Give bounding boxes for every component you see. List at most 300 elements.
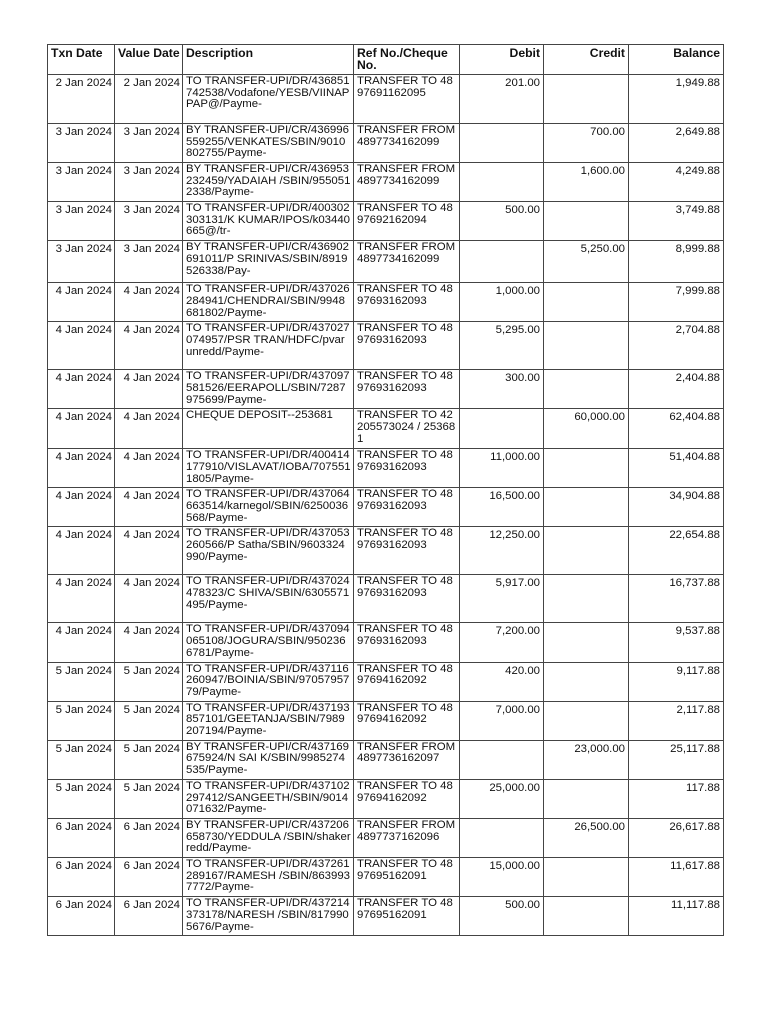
description-text: BY TRANSFER-UPI/CR/437206658730/YEDDULA /SBIN/shakerredd/Payme- [186, 819, 351, 855]
cell-txn-date [48, 662, 115, 701]
cell-balance [629, 322, 724, 370]
cell-credit [544, 740, 629, 779]
cell-balance [629, 74, 724, 123]
cell-balance [629, 779, 724, 818]
balance-text: 3,749.88 [675, 205, 720, 216]
balance-text: 2,704.88 [675, 325, 720, 337]
cell-credit [544, 527, 629, 575]
credit-text: 1,600.00 [580, 165, 625, 177]
cell-txn-date [48, 370, 115, 409]
cell-value-date [115, 283, 183, 322]
cell-balance [629, 623, 724, 662]
cell-description [183, 858, 354, 897]
cell-ref-no [354, 818, 460, 857]
txn-date-text: 6 Jan 2024 [55, 861, 112, 873]
table-row [48, 858, 724, 897]
cell-debit [460, 897, 544, 936]
cell-credit [544, 409, 629, 449]
cell-txn-date [48, 241, 115, 283]
value-date-text: 4 Jan 2024 [123, 491, 180, 503]
cell-description [183, 818, 354, 857]
cell-txn-date [48, 449, 115, 488]
cell-value-date [115, 858, 183, 897]
txn-date-text: 4 Jan 2024 [55, 626, 112, 638]
cell-txn-date [48, 283, 115, 322]
ref-no-text: TRANSFER TO 4897693162093 [357, 371, 453, 394]
cell-ref-no [354, 74, 460, 123]
credit-text: 700.00 [590, 126, 625, 138]
cell-ref-no [354, 858, 460, 897]
cell-description [183, 701, 354, 740]
cell-ref-no [354, 662, 460, 701]
debit-text: 201.00 [505, 77, 540, 89]
cell-balance [629, 202, 724, 241]
cell-ref-no [354, 575, 460, 623]
table-row [48, 241, 724, 283]
debit-text: 11,000.00 [490, 452, 540, 464]
cell-ref-no [354, 123, 460, 162]
cell-description [183, 123, 354, 162]
cell-credit [544, 202, 629, 241]
table-row [48, 701, 724, 740]
table-row [48, 202, 724, 241]
value-date-text: 5 Jan 2024 [123, 782, 180, 794]
value-date-text: 3 Jan 2024 [123, 205, 180, 216]
table-row [48, 162, 724, 201]
cell-balance [629, 662, 724, 701]
debit-text: 5,917.00 [495, 578, 540, 590]
table-row [48, 740, 724, 779]
txn-date-text: 4 Jan 2024 [55, 491, 112, 503]
txn-date-text: 2 Jan 2024 [55, 77, 112, 89]
table-row [48, 322, 724, 370]
txn-date-text: 5 Jan 2024 [55, 704, 112, 716]
cell-credit [544, 623, 629, 662]
cell-description [183, 370, 354, 409]
debit-text: 1,000.00 [495, 286, 540, 298]
table-header-row [48, 45, 724, 75]
cell-credit [544, 370, 629, 409]
txn-date-text: 5 Jan 2024 [55, 743, 112, 755]
cell-debit [460, 740, 544, 779]
cell-credit [544, 74, 629, 123]
cell-description [183, 241, 354, 283]
cell-balance [629, 409, 724, 449]
value-date-text: 3 Jan 2024 [123, 126, 180, 138]
cell-txn-date [48, 897, 115, 936]
cell-description [183, 449, 354, 488]
cell-ref-no [354, 449, 460, 488]
cell-balance [629, 701, 724, 740]
debit-text: 420.00 [505, 665, 540, 677]
header-description: Description [183, 45, 354, 75]
txn-date-text: 4 Jan 2024 [55, 412, 112, 424]
debit-text: 15,000.00 [489, 861, 540, 873]
cell-description [183, 779, 354, 818]
ref-no-text: TRANSFER TO 4897694162092 [357, 780, 453, 804]
balance-text: 62,404.88 [669, 412, 720, 424]
txn-date-text: 4 Jan 2024 [55, 325, 112, 337]
table-row [48, 370, 724, 409]
ref-no-text: TRANSFER TO 42205573024 / 253681 [357, 410, 456, 445]
table-row [48, 449, 724, 488]
cell-balance [629, 123, 724, 162]
ref-no-text: TRANSFER TO 4897693162093 [357, 489, 453, 513]
cell-ref-no [354, 241, 460, 283]
cell-balance [629, 488, 724, 527]
debit-text: 500.00 [505, 900, 540, 912]
cell-credit [544, 575, 629, 623]
cell-description [183, 623, 354, 662]
cell-debit [460, 162, 544, 201]
credit-text: 23,000.00 [574, 743, 625, 755]
table-row [48, 623, 724, 662]
header-balance: Balance [629, 45, 724, 75]
cell-credit [544, 449, 629, 488]
cell-ref-no [354, 202, 460, 241]
cell-ref-no [354, 409, 460, 449]
description-text: TO TRANSFER-UPI/DR/437097581526/EERAPOLL/SBIN/7287975699/Payme- [186, 371, 350, 406]
cell-description [183, 575, 354, 623]
cell-credit [544, 779, 629, 818]
cell-description [183, 202, 354, 241]
balance-text: 1,949.88 [675, 77, 720, 89]
description-text: TO TRANSFER-UPI/DR/437064663514/karnegol/SBIN/6250036568/Payme- [186, 489, 350, 524]
cell-value-date [115, 162, 183, 201]
cell-debit [460, 74, 544, 123]
cell-value-date [115, 74, 183, 123]
ref-no-text: TRANSFER FROM 4897737162096 [357, 819, 456, 843]
table-row [48, 409, 724, 449]
cell-description [183, 409, 354, 449]
cell-value-date [115, 409, 183, 449]
cell-debit [460, 623, 544, 662]
balance-text: 9,117.88 [676, 665, 720, 677]
cell-balance [629, 575, 724, 623]
cell-debit [460, 202, 544, 241]
cell-txn-date [48, 779, 115, 818]
txn-date-text: 4 Jan 2024 [55, 286, 112, 298]
cell-balance [629, 897, 724, 936]
balance-text: 9,537.88 [675, 626, 720, 638]
cell-debit [460, 858, 544, 897]
debit-text: 500.00 [505, 205, 540, 216]
cell-credit [544, 283, 629, 322]
value-date-text: 2 Jan 2024 [123, 77, 180, 89]
balance-text: 25,117.88 [670, 743, 720, 755]
cell-debit [460, 488, 544, 527]
value-date-text: 5 Jan 2024 [123, 704, 180, 716]
description-text: BY TRANSFER-UPI/CR/436996559255/VENKATES/SBIN/9010802755/Payme- [186, 124, 349, 160]
cell-ref-no [354, 527, 460, 575]
cell-txn-date [48, 575, 115, 623]
cell-ref-no [354, 701, 460, 740]
cell-balance [629, 449, 724, 488]
txn-date-text: 4 Jan 2024 [55, 452, 112, 464]
cell-ref-no [354, 740, 460, 779]
txn-date-text: 6 Jan 2024 [55, 900, 112, 912]
txn-date-text: 3 Jan 2024 [55, 165, 112, 177]
value-date-text: 4 Jan 2024 [123, 412, 180, 424]
description-text: TO TRANSFER-UPI/DR/437053260566/P Satha/SBIN/9603324990/Payme- [186, 528, 350, 563]
ref-no-text: TRANSFER TO 4897695162091 [357, 898, 453, 921]
txn-date-text: 3 Jan 2024 [55, 126, 112, 138]
description-text: TO TRANSFER-UPI/DR/437261289167/RAMESH /SBIN/8639937772/Payme- [186, 859, 350, 894]
description-text: BY TRANSFER-UPI/CR/436953232459/YADAIAH /SBIN/9550512338/Payme- [186, 163, 351, 199]
cell-value-date [115, 322, 183, 370]
ref-no-text: TRANSFER TO 4897693162093 [357, 528, 453, 552]
description-text: TO TRANSFER-UPI/DR/437102297412/SANGEETH/SBIN/9014071632/Payme- [186, 780, 350, 816]
cell-ref-no [354, 322, 460, 370]
table-row [48, 818, 724, 857]
value-date-text: 6 Jan 2024 [123, 821, 180, 833]
balance-text: 4,249.88 [675, 165, 720, 177]
description-text: TO TRANSFER-UPI/DR/437214373178/NARESH /SBIN/8179905676/Payme- [186, 898, 350, 933]
txn-date-text: 4 Jan 2024 [55, 530, 112, 542]
cell-txn-date [48, 527, 115, 575]
cell-txn-date [48, 701, 115, 740]
debit-text: 7,200.00 [495, 626, 540, 638]
cell-credit [544, 322, 629, 370]
cell-value-date [115, 779, 183, 818]
balance-text: 34,904.88 [669, 491, 720, 503]
header-value-date: Value Date [115, 45, 183, 75]
description-text: TO TRANSFER-UPI/DR/437027074957/PSR TRAN/HDFC/pvarunredd/Payme- [186, 323, 350, 358]
txn-date-text: 5 Jan 2024 [55, 782, 112, 794]
description-text: BY TRANSFER-UPI/CR/436902691011/P SRINIVAS/SBIN/8919526338/Pay- [186, 242, 349, 277]
value-date-text: 5 Jan 2024 [123, 743, 180, 755]
cell-txn-date [48, 488, 115, 527]
cell-credit [544, 897, 629, 936]
cell-ref-no [354, 779, 460, 818]
table-row [48, 74, 724, 123]
transaction-table [47, 44, 724, 936]
ref-no-text: TRANSFER TO 4897692162094 [357, 203, 453, 226]
table-body [48, 74, 724, 935]
cell-txn-date [48, 818, 115, 857]
value-date-text: 4 Jan 2024 [123, 325, 180, 337]
description-text: TO TRANSFER-UPI/DR/437094065108/JOGURA/SBIN/9502366781/Payme- [186, 624, 350, 659]
table-row [48, 575, 724, 623]
debit-text: 16,500.00 [489, 491, 540, 503]
ref-no-text: TRANSFER TO 4897693162093 [357, 624, 453, 648]
value-date-text: 4 Jan 2024 [123, 452, 180, 464]
cell-description [183, 74, 354, 123]
cell-txn-date [48, 162, 115, 201]
cell-debit [460, 701, 544, 740]
cell-value-date [115, 241, 183, 283]
debit-text: 25,000.00 [489, 782, 540, 794]
cell-credit [544, 858, 629, 897]
cell-credit [544, 162, 629, 201]
cell-credit [544, 241, 629, 283]
cell-credit [544, 818, 629, 857]
cell-ref-no [354, 370, 460, 409]
balance-text: 117.88 [686, 782, 720, 794]
cell-debit [460, 409, 544, 449]
cell-debit [460, 527, 544, 575]
cell-description [183, 162, 354, 201]
debit-text: 5,295.00 [495, 325, 540, 337]
value-date-text: 3 Jan 2024 [123, 165, 180, 177]
cell-debit [460, 283, 544, 322]
value-date-text: 6 Jan 2024 [123, 861, 180, 873]
txn-date-text: 3 Jan 2024 [55, 244, 112, 256]
ref-no-text: TRANSFER FROM 4897736162097 [357, 741, 456, 765]
balance-text: 26,617.88 [669, 821, 720, 833]
cell-balance [629, 283, 724, 322]
value-date-text: 4 Jan 2024 [123, 578, 180, 590]
cell-balance [629, 162, 724, 201]
debit-text: 7,000.00 [495, 704, 540, 716]
cell-ref-no [354, 897, 460, 936]
cell-debit [460, 575, 544, 623]
cell-txn-date [48, 202, 115, 241]
cell-value-date [115, 897, 183, 936]
description-text: TO TRANSFER-UPI/DR/437026284941/CHENDRAI/SBIN/9948681802/Payme- [186, 284, 350, 319]
cell-txn-date [48, 409, 115, 449]
cell-debit [460, 662, 544, 701]
description-text: TO TRANSFER-UPI/DR/437024478323/C SHIVA/SBIN/6305571495/Payme- [186, 576, 350, 611]
cell-debit [460, 370, 544, 409]
balance-text: 11,117.88 [671, 900, 720, 912]
balance-text: 8,999.88 [675, 244, 720, 256]
value-date-text: 6 Jan 2024 [123, 900, 180, 912]
cell-credit [544, 123, 629, 162]
txn-date-text: 4 Jan 2024 [55, 578, 112, 590]
ref-no-text: TRANSFER TO 4897693162093 [357, 323, 453, 346]
cell-value-date [115, 701, 183, 740]
balance-text: 51,404.88 [669, 452, 720, 464]
cell-debit [460, 241, 544, 283]
cell-balance [629, 527, 724, 575]
header-debit: Debit [460, 45, 544, 75]
cell-credit [544, 488, 629, 527]
table-row [48, 283, 724, 322]
ref-no-text: TRANSFER TO 4897693162093 [357, 284, 453, 307]
credit-text: 60,000.00 [574, 412, 625, 424]
cell-description [183, 527, 354, 575]
cell-debit [460, 123, 544, 162]
balance-text: 16,737.88 [669, 578, 720, 590]
txn-date-text: 3 Jan 2024 [55, 205, 112, 216]
cell-ref-no [354, 283, 460, 322]
header-txn-date: Txn Date [48, 45, 115, 75]
header-credit: Credit [544, 45, 629, 75]
table-row [48, 779, 724, 818]
balance-text: 2,117.88 [676, 704, 720, 716]
cell-description [183, 897, 354, 936]
cell-credit [544, 662, 629, 701]
description-text: CHEQUE DEPOSIT--253681 [186, 410, 333, 422]
table-row [48, 123, 724, 162]
balance-text: 11,617.88 [670, 861, 720, 873]
ref-no-text: TRANSFER FROM 4897734162099 [357, 124, 456, 148]
ref-no-text: TRANSFER FROM 4897734162099 [357, 242, 456, 265]
cell-value-date [115, 123, 183, 162]
txn-date-text: 5 Jan 2024 [55, 665, 112, 677]
balance-text: 2,404.88 [675, 373, 720, 385]
cell-txn-date [48, 74, 115, 123]
cell-ref-no [354, 488, 460, 527]
ref-no-text: TRANSFER TO 4897693162093 [357, 576, 453, 600]
balance-text: 2,649.88 [675, 126, 720, 138]
cell-value-date [115, 488, 183, 527]
cell-description [183, 283, 354, 322]
txn-date-text: 6 Jan 2024 [55, 821, 112, 833]
description-text: BY TRANSFER-UPI/CR/437169675924/N SAI K/SBIN/9985274535/Payme- [186, 741, 349, 777]
cell-value-date [115, 527, 183, 575]
cell-txn-date [48, 322, 115, 370]
cell-balance [629, 740, 724, 779]
ref-no-text: TRANSFER TO 4897694162092 [357, 663, 453, 687]
cell-value-date [115, 740, 183, 779]
cell-debit [460, 818, 544, 857]
value-date-text: 5 Jan 2024 [123, 665, 180, 677]
cell-balance [629, 818, 724, 857]
cell-txn-date [48, 123, 115, 162]
cell-txn-date [48, 623, 115, 662]
value-date-text: 4 Jan 2024 [123, 373, 180, 385]
cell-balance [629, 370, 724, 409]
header-ref: Ref No./Cheque No. [354, 45, 460, 75]
debit-text: 300.00 [505, 373, 540, 385]
cell-value-date [115, 662, 183, 701]
cell-value-date [115, 575, 183, 623]
cell-debit [460, 779, 544, 818]
cell-balance [629, 241, 724, 283]
cell-value-date [115, 623, 183, 662]
cell-value-date [115, 449, 183, 488]
value-date-text: 4 Jan 2024 [123, 530, 180, 542]
description-text: TO TRANSFER-UPI/DR/400414177910/VISLAVAT/IOBA/7075511805/Payme- [186, 450, 351, 485]
description-text: TO TRANSFER-UPI/DR/436851742538/Vodafone/YESB/VIINAPPAP@/Payme- [186, 75, 350, 111]
ref-no-text: TRANSFER FROM 4897734162099 [357, 163, 456, 187]
value-date-text: 4 Jan 2024 [123, 286, 180, 298]
cell-debit [460, 449, 544, 488]
cell-balance [629, 858, 724, 897]
ref-no-text: TRANSFER TO 4897695162091 [357, 859, 453, 882]
cell-credit [544, 701, 629, 740]
table-row [48, 488, 724, 527]
cell-value-date [115, 370, 183, 409]
cell-value-date [115, 202, 183, 241]
value-date-text: 4 Jan 2024 [123, 626, 180, 638]
ref-no-text: TRANSFER TO 4897693162093 [357, 450, 453, 473]
cell-debit [460, 322, 544, 370]
cell-description [183, 488, 354, 527]
description-text: TO TRANSFER-UPI/DR/437116260947/BOINIA/SBIN/9705795779/Payme- [186, 663, 350, 698]
cell-description [183, 322, 354, 370]
balance-text: 22,654.88 [669, 530, 720, 542]
cell-ref-no [354, 623, 460, 662]
credit-text: 5,250.00 [580, 244, 625, 256]
ref-no-text: TRANSFER TO 4897691162095 [357, 75, 453, 99]
cell-txn-date [48, 740, 115, 779]
cell-description [183, 662, 354, 701]
value-date-text: 3 Jan 2024 [123, 244, 180, 256]
debit-text: 12,250.00 [489, 530, 540, 542]
txn-date-text: 4 Jan 2024 [55, 373, 112, 385]
description-text: TO TRANSFER-UPI/DR/400302303131/K KUMAR/IPOS/k03440665@/tr- [186, 203, 350, 238]
ref-no-text: TRANSFER TO 4897694162092 [357, 702, 453, 726]
cell-description [183, 740, 354, 779]
table-row [48, 527, 724, 575]
cell-txn-date [48, 858, 115, 897]
credit-text: 26,500.00 [574, 821, 625, 833]
table-row [48, 662, 724, 701]
table-row [48, 897, 724, 936]
